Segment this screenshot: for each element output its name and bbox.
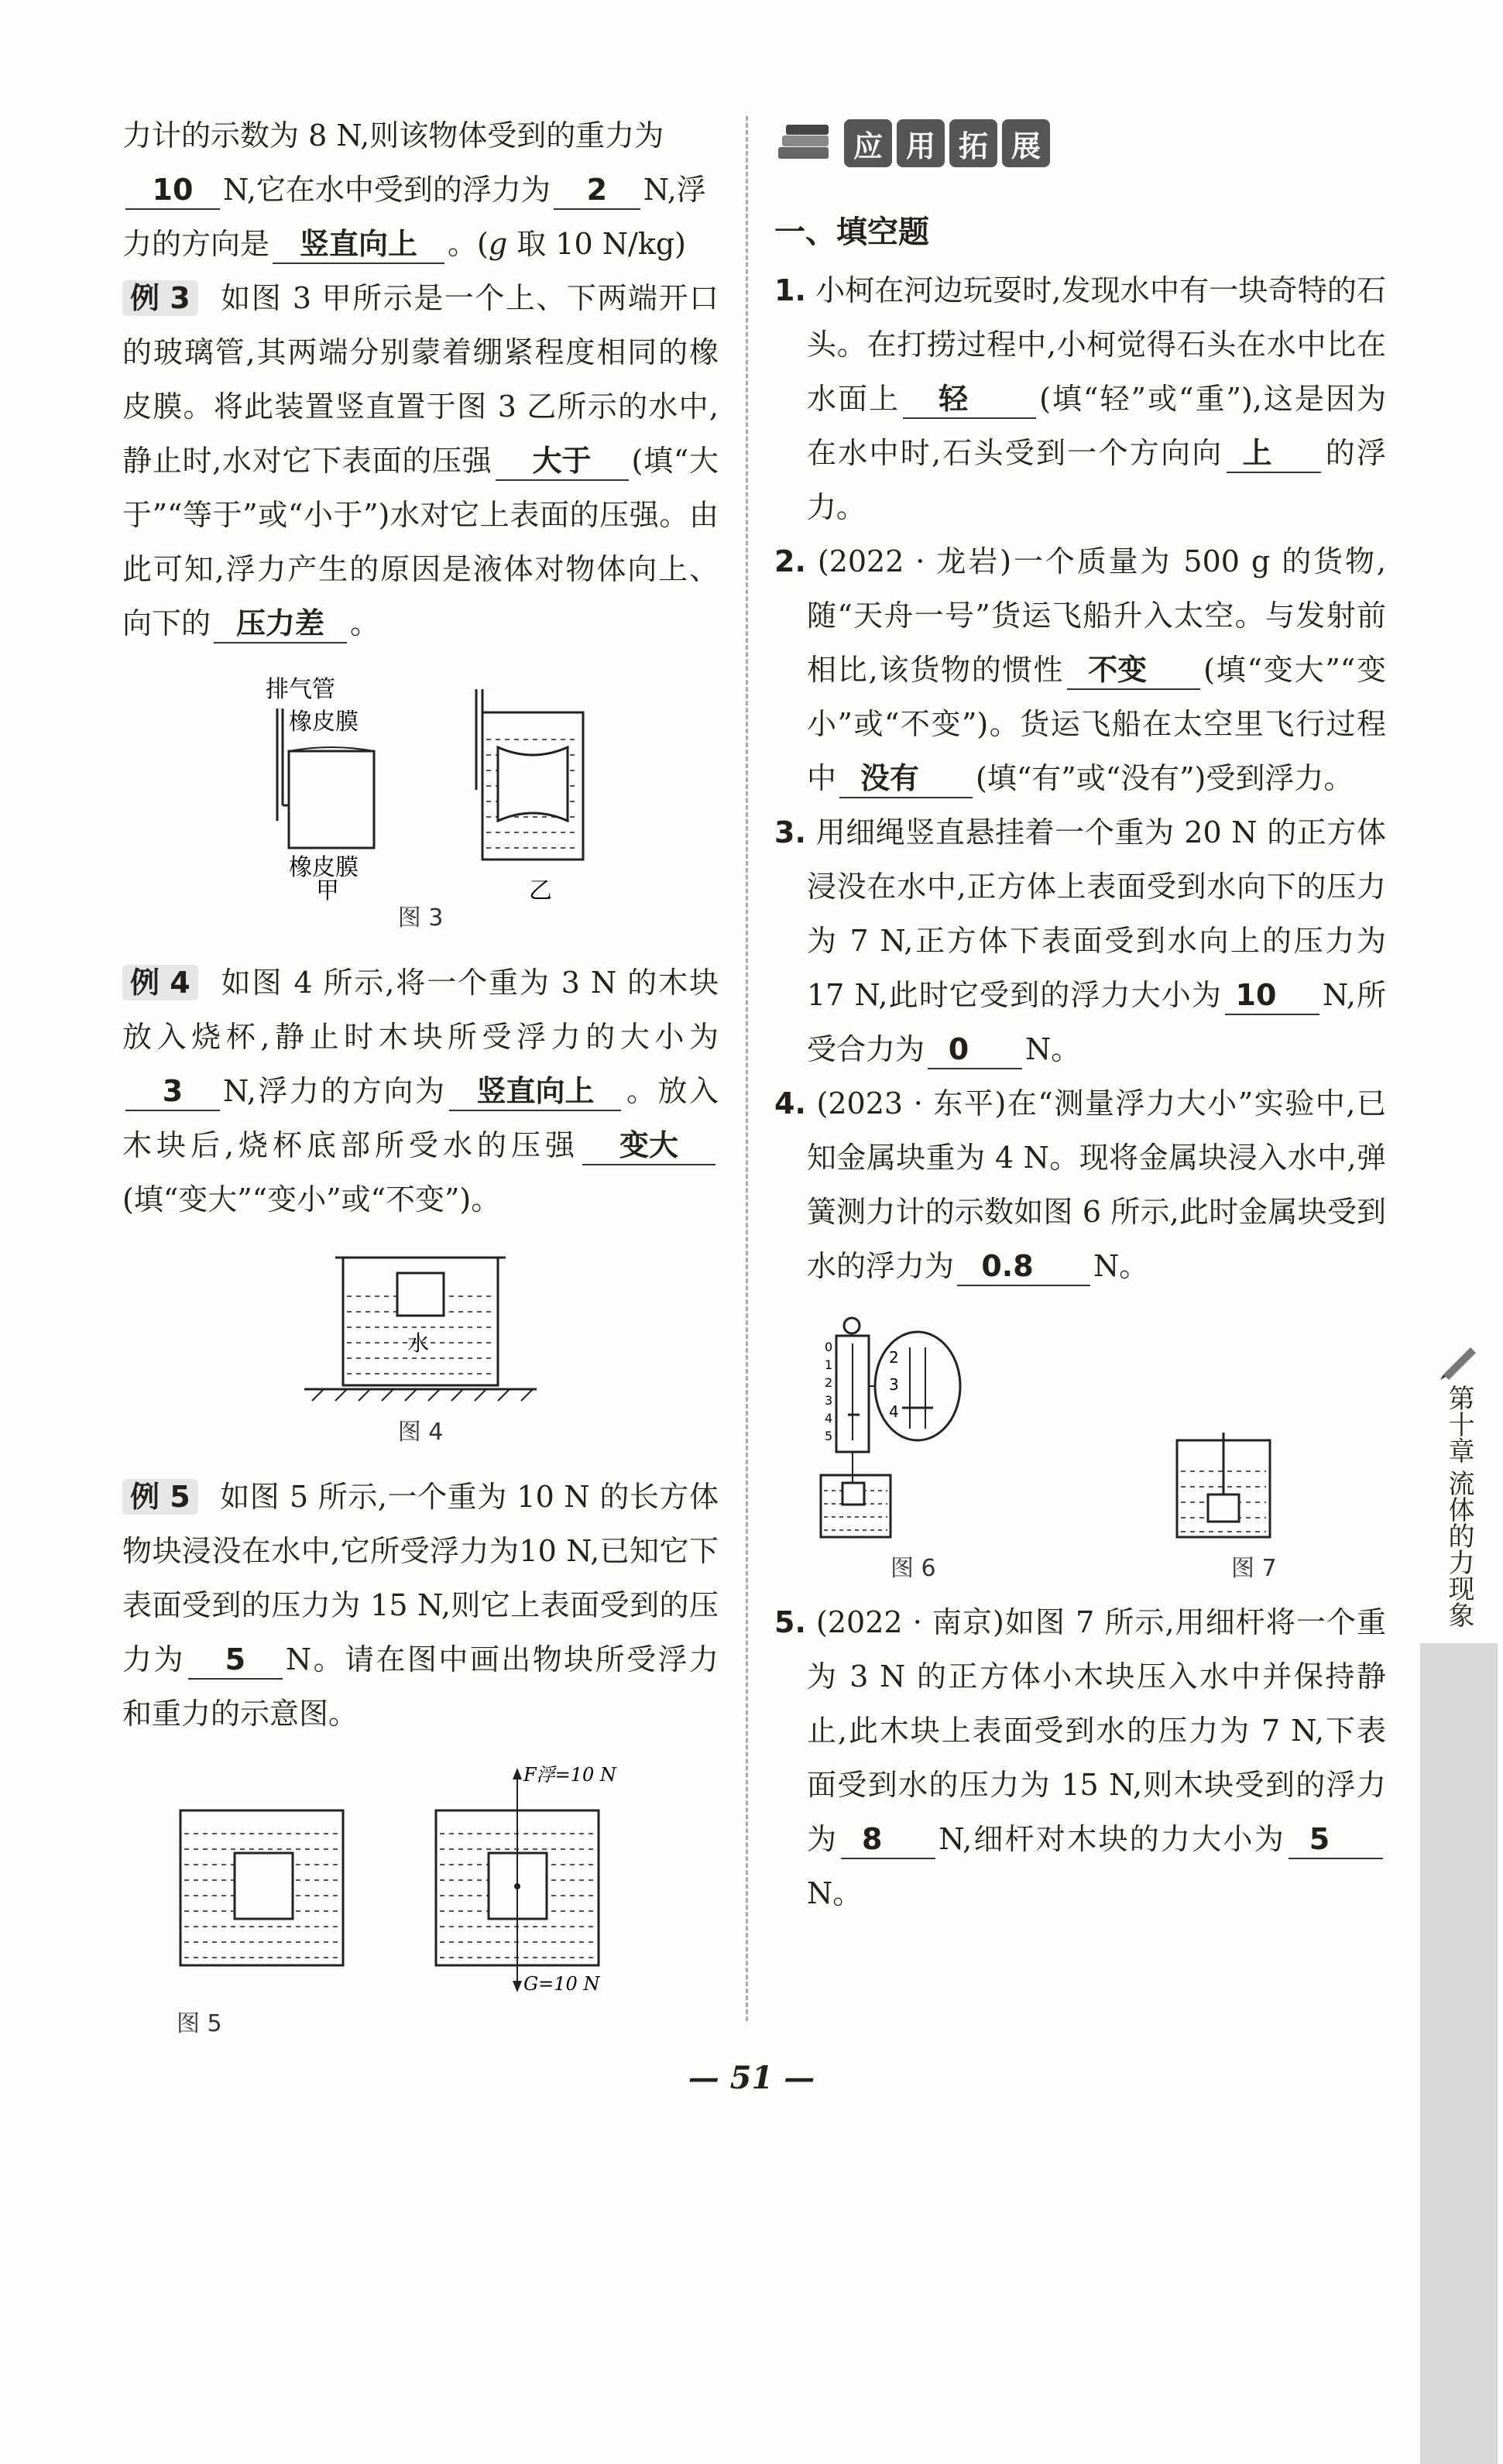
question-2: 2. (2022 · 龙岩)一个质量为 500 g 的货物,随“天舟一号”货运飞船升入太空。与发射前相比,该货物的惯性 不变 (填“变大”“变小”或“不变”)。货运飞船在太空里飞行过程中 没有 (填“有”或“没有”)受到浮力。 [774,534,1386,805]
figure-3-caption: 图 3 [397,904,444,932]
svg-text:3: 3 [889,1375,899,1394]
example-label: 例 4 [122,965,198,1000]
chapter-number: 第十章 [1443,1385,1474,1464]
answer-blank[interactable]: 上 [1227,434,1321,473]
answer-blank[interactable]: 5 [1289,1821,1383,1859]
glass-tube-diagram [188,666,653,904]
svg-text:2: 2 [889,1348,899,1367]
label-water: 水 [407,1330,430,1356]
svg-text:2: 2 [825,1375,833,1390]
answer-blank[interactable]: 0 [928,1031,1022,1069]
answer-blank[interactable]: 0.8 [957,1247,1090,1286]
label-jia: 甲 [316,877,339,904]
column-divider [746,116,748,2021]
page-number: — 51 — [688,2060,815,2096]
example-3: 例 3 如图 3 甲所示是一个上、下两端开口的玻璃管,其两端分别蒙着绷紧程度相同的橡皮膜。将此装置竖直置于图 3 乙所示的水中,静止时,水对它下表面的压强 大于 (填“大于”“等于”或“小于”)水对它上表面的压强。由此可知,浮力产生的原因是液体对物体向上、向下的 压力差 。 [122,271,719,650]
banner-char: 拓 [949,119,997,167]
question-4: 4. (2023 · 东平)在“测量浮力大小”实验中,已知金属块重为 4 N。现将金属块浸入水中,弹簧测力计的示数如图 6 所示,此时金属块受到水的浮力为 0.8 N。 [774,1076,1386,1293]
example-5: 例 5 如图 5 所示,一个重为 10 N 的长方体物块浸没在水中,它所受浮力为10 N,已知它下表面受到的压力为 15 N,则它上表面受到的压力为 5 N。请在图中画出物块所受浮力和重力的示意图。 [122,1480,719,1731]
gravity-force-label: G=10 N [523,1973,600,1995]
answer-blank[interactable]: 轻 [903,380,1036,419]
chapter-side-tab [1420,1340,1498,2464]
svg-text:1: 1 [825,1357,833,1372]
figure-4 [304,1242,537,1405]
answer-blank[interactable]: 10 [1225,976,1319,1015]
force-diagram [180,1764,661,1996]
banner-char: 应 [844,119,892,167]
figure-7-caption: 图 7 [1231,1555,1277,1582]
intro-paragraph: 力计的示数为 8 N,则该物体受到的重力为 10 N,它在水中受到的浮力为 2 N,浮 力的方向是 竖直向上 。(g 取 10 N/kg) [122,108,719,271]
answer-blank[interactable]: 2 [554,171,640,210]
example-label: 例 3 [122,280,198,316]
figure-3 [188,666,653,904]
label-exhaust: 排气管 [266,676,335,703]
book-stack-icon [774,120,836,166]
svg-text:4: 4 [825,1411,833,1426]
spring-scale-diagram [821,1316,1378,1549]
figure-4-caption: 图 4 [397,1419,444,1446]
answer-blank[interactable]: 3 [125,1072,220,1111]
label-yi: 乙 [529,877,552,904]
example-label: 例 5 [122,1479,198,1515]
answer-blank[interactable]: 没有 [839,760,973,798]
right-column [774,108,1386,1920]
figure-6-caption: 图 6 [890,1555,936,1582]
answer-blank[interactable]: 大于 [496,442,629,481]
answer-blank[interactable]: 5 [188,1641,283,1680]
label-membrane-top: 橡皮膜 [289,709,359,736]
beaker-diagram [304,1242,537,1405]
chapter-title: 流体的力现象 [1443,1470,1474,1628]
answer-blank[interactable]: 不变 [1067,651,1200,690]
figure-5-caption: 图 5 [177,2010,222,2037]
svg-text:5: 5 [825,1429,833,1443]
answer-blank[interactable]: 8 [841,1821,935,1859]
example-4: 例 4 如图 4 所示,将一个重为 3 N 的木块放入烧杯,静止时木块所受浮力的大小为3 N,浮力的方向为 竖直向上 。放入木块后,烧杯底部所受水的压强 变大(填“变大”“变小”或“不变”)。 [122,966,719,1217]
pencil-icon [1420,1340,1498,1378]
banner-char: 展 [1002,119,1050,167]
left-column [122,108,719,2061]
answer-blank[interactable]: 10 [125,171,220,210]
answer-blank[interactable]: 竖直向上 [449,1072,621,1111]
question-3: 3. 用细绳竖直悬挂着一个重为 20 N 的正方体浸没在水中,正方体上表面受到水向下的压力为 7 N,正方体下表面受到水向上的压力为 17 N,此时它受到的浮力大小为 10 N,所受合力为 0 N。 [774,805,1386,1076]
side-tab-bar [1420,1643,1498,2464]
answer-blank[interactable]: 变大 [582,1127,715,1165]
question-5: 5. (2022 · 南京)如图 7 所示,用细杆将一个重为 3 N 的正方体小木块压入水中并保持静止,此木块上表面受到水的压力为 7 N,下表面受到水的压力为 15 N,则木块受到的浮力为 8 N,细杆对木块的力大小为 5N。 [774,1605,1386,1910]
banner-char: 用 [897,119,945,167]
figures-6-7 [774,1316,1386,1595]
answer-blank[interactable]: 竖直向上 [273,225,444,264]
buoyant-force-label: F浮=10 N [523,1764,616,1786]
svg-text:4: 4 [889,1402,899,1421]
section-title: 一、填空题 [774,214,929,250]
section-banner [774,108,1386,178]
svg-text:3: 3 [825,1393,833,1408]
label-membrane-bottom: 橡皮膜 [289,854,359,881]
svg-text:0: 0 [825,1340,833,1354]
question-1: 1. 小柯在河边玩耍时,发现水中有一块奇特的石头。在打捞过程中,小柯觉得石头在水中比在水面上 轻 (填“轻”或“重”),这是因为在水中时,石头受到一个方向向 上 的浮力。 [774,273,1386,524]
figure-5 [180,1764,661,1996]
answer-blank[interactable]: 压力差 [214,605,347,643]
